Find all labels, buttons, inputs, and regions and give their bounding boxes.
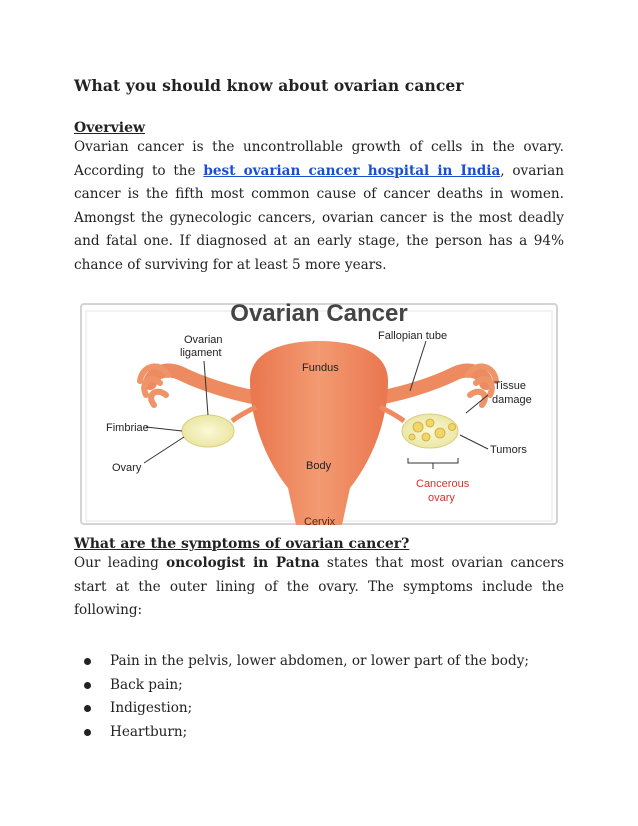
label-ovarian: Ovarian — [184, 334, 223, 346]
list-item-text: Pain in the pelvis, lower abdomen, or lower part of the body; — [110, 653, 529, 669]
overview-heading: Overview — [74, 120, 146, 136]
oncologist-bold: oncologist in Patna — [166, 555, 320, 571]
list-item-text: Back pain; — [110, 676, 183, 693]
label-tissue: Tissue — [494, 380, 526, 392]
label-cervix: Cervix — [304, 516, 336, 525]
list-item — [74, 697, 529, 721]
page-title: What you should know about ovarian cancer — [74, 76, 464, 95]
label-ovary: Ovary — [112, 462, 142, 474]
label-fundus: Fundus — [302, 362, 339, 374]
list-item-text: Indigestion; — [110, 700, 193, 716]
bullet-icon — [84, 705, 91, 712]
symptoms-list — [74, 650, 529, 744]
label-fimbriae: Fimbriae — [106, 422, 149, 434]
bullet-icon — [84, 658, 91, 665]
label-ligament: ligament — [180, 347, 222, 359]
label-body: Body — [306, 460, 332, 472]
list-item-text: Heartburn; — [110, 723, 188, 740]
list-item — [74, 650, 529, 674]
label-fallopian-tube: Fallopian tube — [378, 330, 448, 342]
symptoms-text-1: Our leading — [74, 555, 167, 571]
symptoms-section — [74, 536, 564, 623]
hospital-link[interactable]: best ovarian cancer hospital in India — [203, 162, 501, 179]
list-item — [74, 721, 529, 745]
bullet-icon — [84, 729, 91, 736]
list-item — [74, 674, 529, 698]
overview-text-2: , ovarian cancer is the fifth most common cause of cancer deaths in women. Amongst the gynecologic cancers, ovarian cancer is the most deadly and fatal one. If diagnosed at an early stage, the person has a 94% chance of surviving for at least 5 more years. — [74, 162, 565, 273]
bullet-icon — [84, 682, 91, 689]
label-cancerous-ovary: ovary — [428, 492, 455, 504]
overview-text-1: Ovarian cancer is the uncontrollable growth of cells in the ovary. According to the — [74, 139, 564, 179]
overview-section — [74, 120, 564, 277]
symptoms-text-2: states that most ovarian cancers start at the outer lining of the ovary. The symptoms include the following: — [74, 555, 564, 618]
overview-paragraph — [74, 136, 564, 277]
symptoms-heading: What are the symptoms of ovarian cancer? — [74, 536, 410, 552]
label-cancerous: Cancerous — [416, 478, 470, 490]
symptoms-paragraph — [74, 552, 564, 623]
left-ovary — [182, 415, 234, 447]
ovarian-cancer-diagram — [80, 303, 558, 525]
label-damage: damage — [492, 394, 532, 406]
diagram-heading: Ovarian Cancer — [230, 303, 408, 327]
label-tumors: Tumors — [490, 444, 527, 456]
